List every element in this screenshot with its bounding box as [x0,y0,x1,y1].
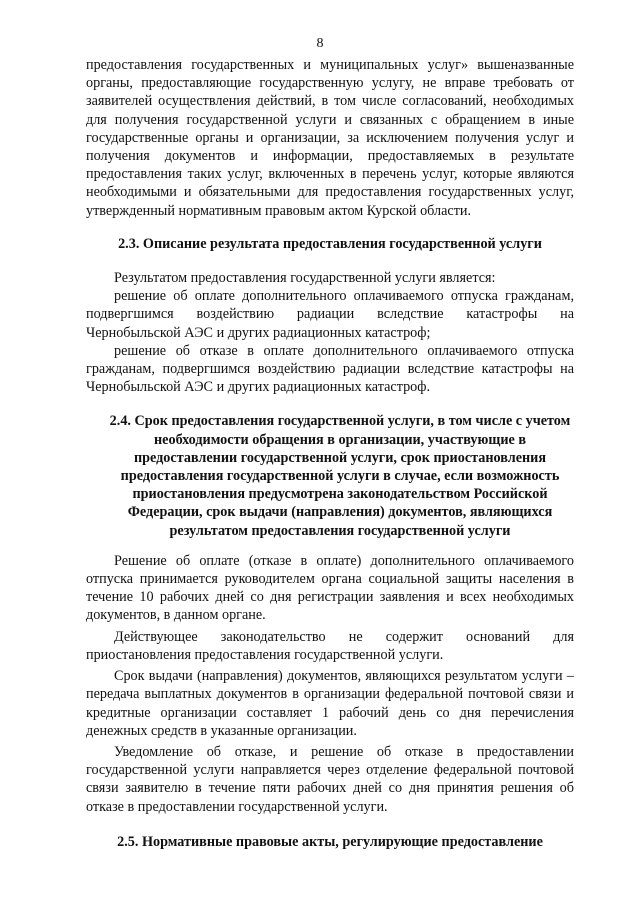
page-content [86,56,574,851]
section-2-4-paragraph: Срок выдачи (направления) документов, являющихся результатом услуги – передача выплатных документов в организации федеральной почтовой связи и кредитные организации составляет 1 рабочий день со дня перечисления денежных средств в указанные организации. [86,668,574,739]
section-2-3-paragraph: Результатом предоставления государственной услуги является: [114,270,496,287]
page-number: 8 [316,36,324,51]
section-2-3-heading: 2.3. Описание результата предоставления государственной услуги [118,235,542,252]
section-2-3-paragraph: решение об оплате дополнительного оплачиваемого отпуска гражданам, подвергшимся воздействию радиации вследствие катастрофы на Чернобыльской АЭС и других радиационных катастроф; [86,288,574,341]
section-2-4-heading: 2.4. Срок предоставления государственной услуги, в том числе с учетом необходимости обращения в организации, участвующие в предоставлении государственной услуги, срок приостановления предоставления государственной услуги в случае, если возможность приостановления предусмотрена законодательством Российской Федерации, срок выдачи (направления) документов, являющихся результатом предоставления государственной услуги [109,413,571,539]
section-2-3-paragraph: решение об отказе в оплате дополнительного оплачиваемого отпуска гражданам, подвергшимся воздействию радиации вследствие катастрофы на Чернобыльской АЭС и других радиационных катастроф. [86,342,574,396]
section-2-5-heading: 2.5. Нормативные правовые акты, регулирующие предоставление [117,833,543,850]
intro-paragraph: предоставления государственных и муниципальных услуг» вышеназванные органы, предоставляющие государственную услугу, не вправе требовать от заявителей осуществления действий, в том числе согласований, необходимых для получения государственной услуги и связанных с обращением в иные государственные органы и организации, за исключением получения услуг и получения документов и информации, предоставляемых в результате предоставления таких услуг, включенных в перечень услуг, которые являются необходимыми и обязательными для предоставления государственных услуг, утвержденный нормативным правовым актом Курской области. [86,57,574,219]
section-2-4-paragraph: Уведомление об отказе, и решение об отказе в предоставлении государственной услуги направляется через отделение федеральной почтовой связи заявителю в течение пяти рабочих дней со дня принятия решения об отказе в предоставлении государственной услуги. [86,743,574,815]
section-2-4-paragraph: Решение об оплате (отказе в оплате) дополнительного оплачиваемого отпуска принимается руководителем органа социальной защиты населения в течение 10 рабочих дней со дня регистрации заявления и всех необходимых документов, в данном органе. [86,552,574,624]
section-2-4-paragraph: Действующее законодательство не содержит оснований для приостановления предоставления государственной услуги. [86,628,574,663]
